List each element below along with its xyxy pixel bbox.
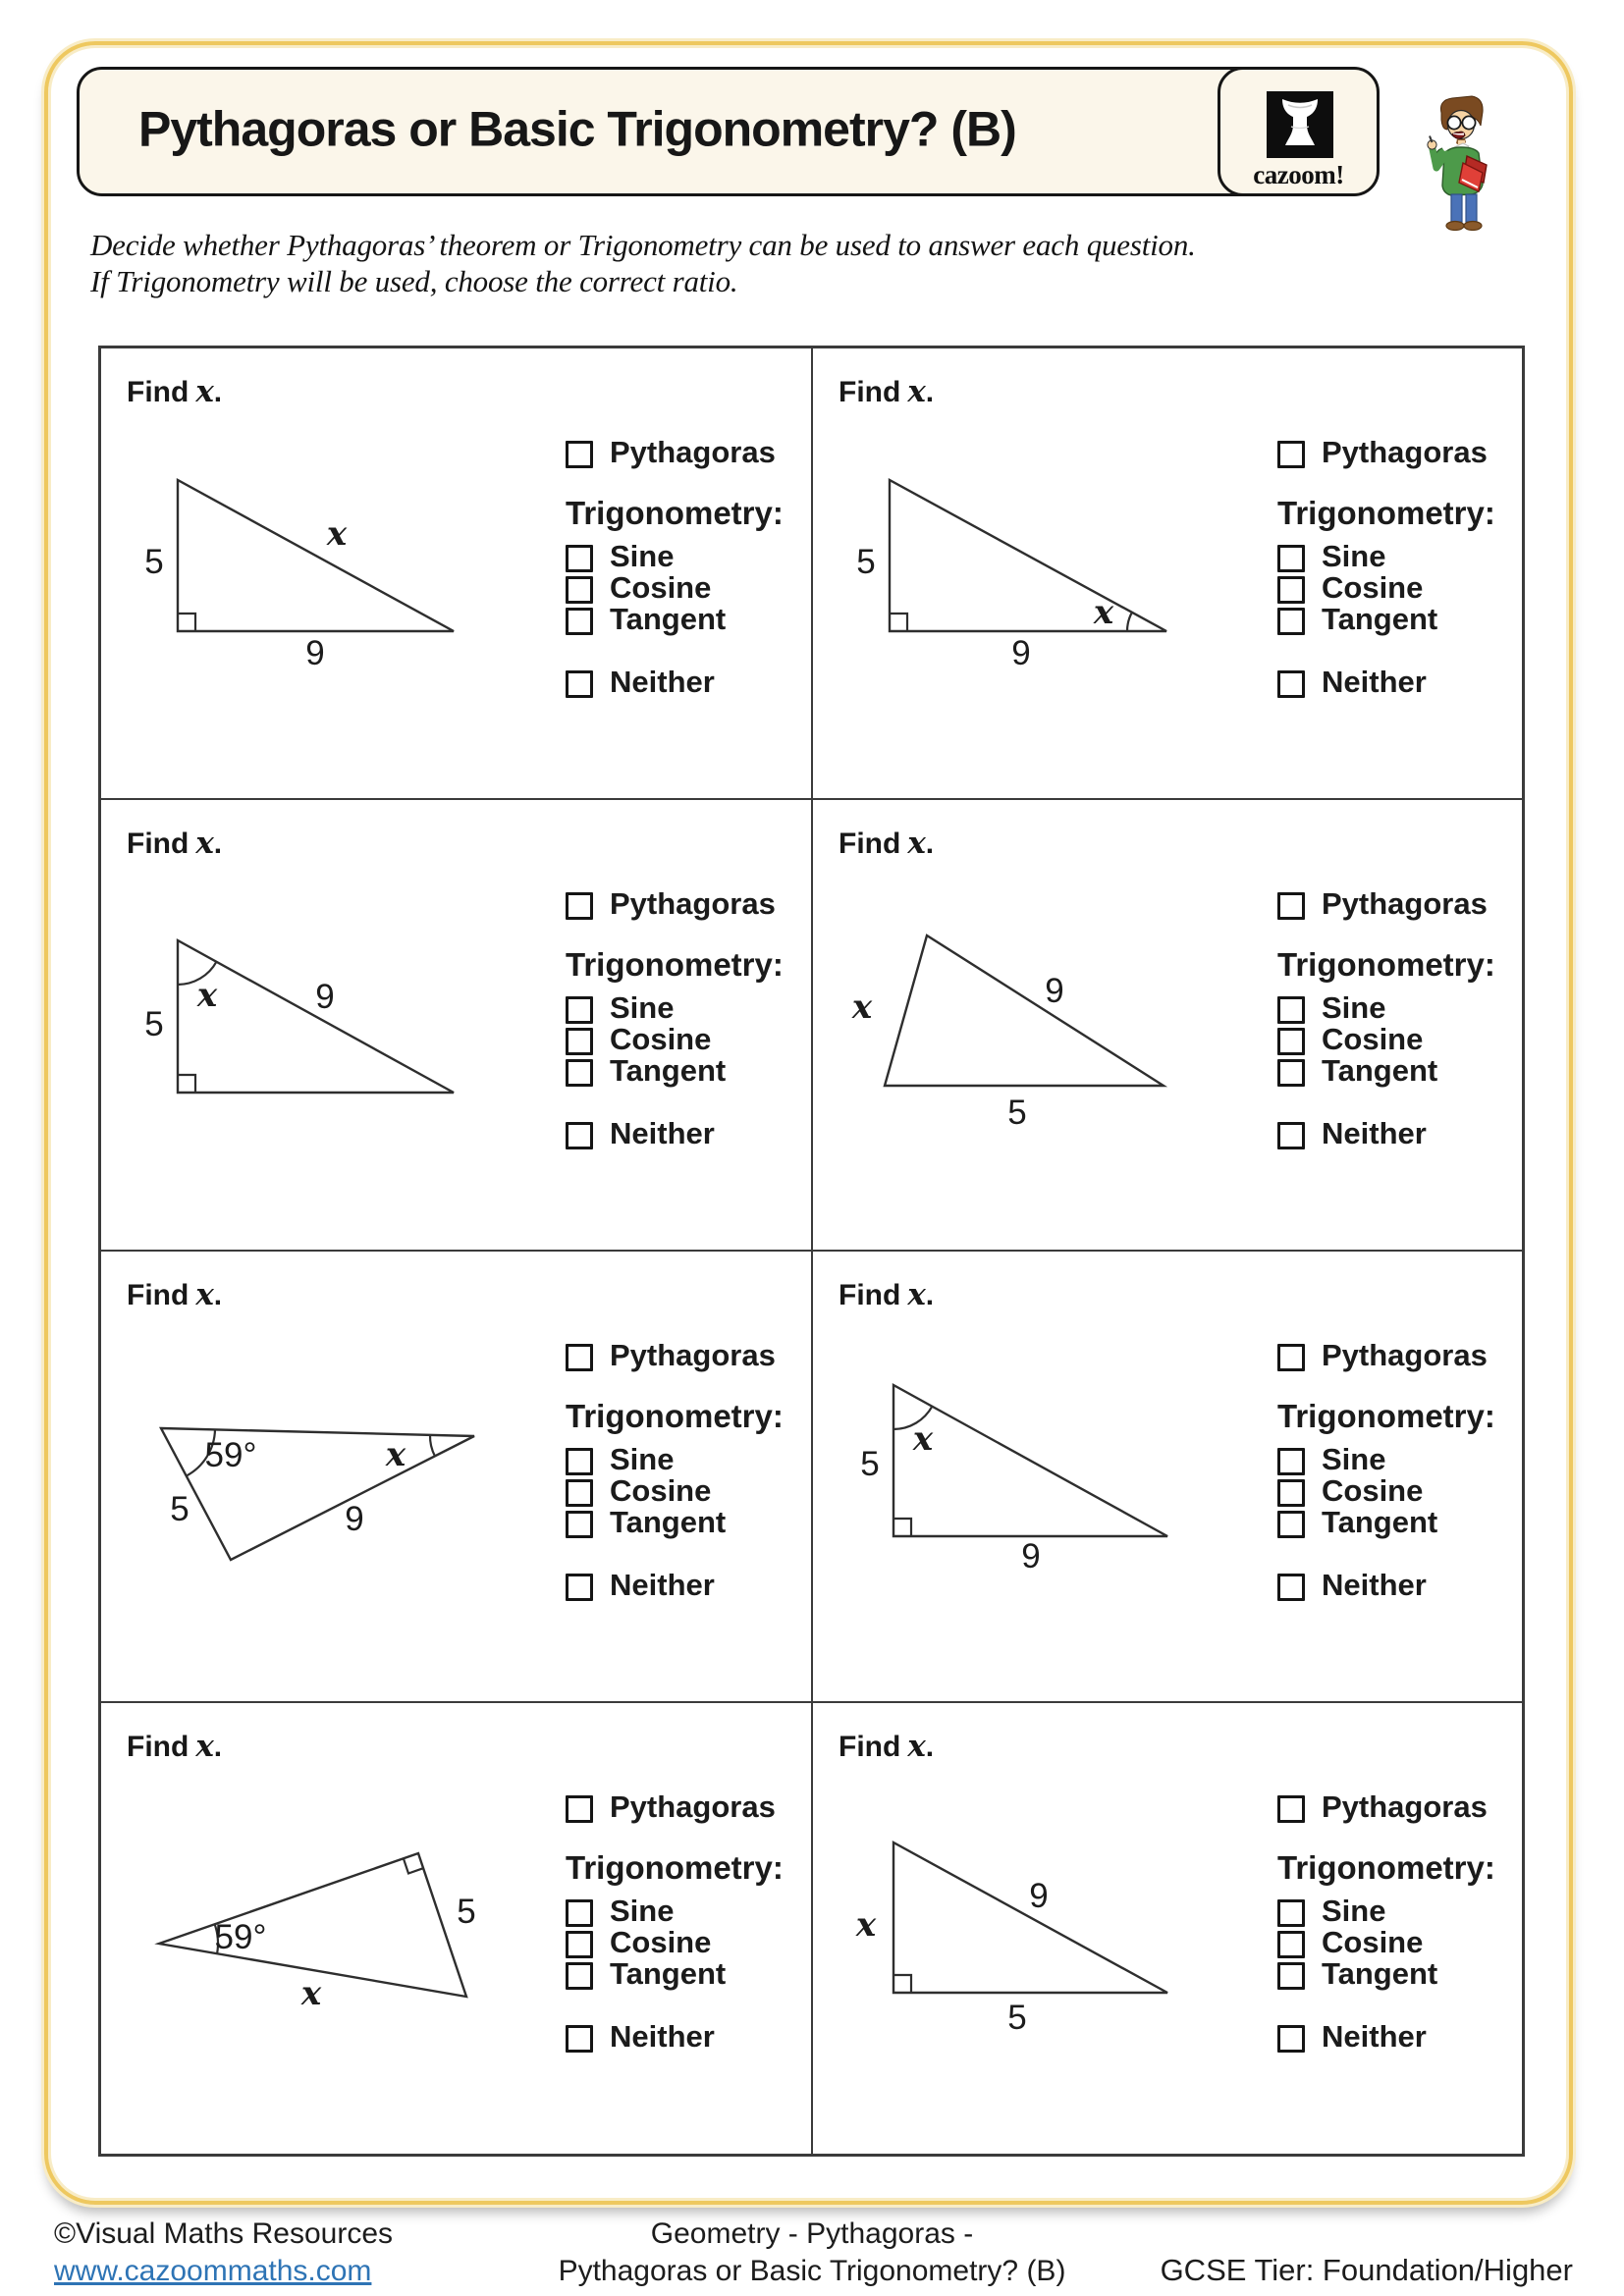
trigonometry-heading: Trigonometry: xyxy=(1277,1398,1495,1434)
sine-checkbox[interactable] xyxy=(1277,996,1305,1024)
svg-text:5: 5 xyxy=(144,543,164,581)
pythagoras-checkbox[interactable] xyxy=(1277,1344,1305,1371)
answer-options xyxy=(566,1789,801,2054)
neither-checkbox[interactable] xyxy=(566,2025,593,2053)
pythagoras-checkbox[interactable] xyxy=(566,892,593,920)
pythagoras-checkbox[interactable] xyxy=(1277,1795,1305,1823)
right-angle-marker xyxy=(890,614,907,631)
option-neither[interactable]: Neither xyxy=(566,1122,801,1149)
trigonometry-heading: Trigonometry: xyxy=(1277,495,1495,531)
question-prompt: Find x. xyxy=(127,374,223,409)
option-neither[interactable]: Neither xyxy=(566,2025,801,2053)
tangent-checkbox[interactable] xyxy=(566,1059,593,1087)
website-link[interactable]: www.cazoommaths.com xyxy=(54,2255,372,2287)
svg-text:5: 5 xyxy=(860,1445,880,1483)
option-neither[interactable]: Neither xyxy=(1277,2025,1513,2053)
svg-text:5: 5 xyxy=(1007,1094,1027,1132)
svg-text:x: x xyxy=(851,988,873,1027)
footer-topic xyxy=(517,2216,1107,2290)
svg-text:x: x xyxy=(326,514,348,554)
teacher-illustration xyxy=(1414,51,1516,283)
svg-text:9: 9 xyxy=(345,1500,364,1538)
sine-checkbox[interactable] xyxy=(1277,1899,1305,1927)
tangent-checkbox[interactable] xyxy=(1277,1511,1305,1538)
cosine-checkbox[interactable] xyxy=(1277,1028,1305,1055)
option-neither[interactable]: Neither xyxy=(566,1574,801,1601)
svg-text:x: x xyxy=(385,1435,406,1474)
cosine-checkbox[interactable] xyxy=(1277,1931,1305,1958)
neither-checkbox[interactable] xyxy=(1277,2025,1305,2053)
option-sine[interactable]: Sine xyxy=(1277,996,1513,1024)
tangent-checkbox[interactable] xyxy=(566,608,593,635)
footer-topic-line1: Geometry - Pythagoras - xyxy=(650,2217,974,2250)
svg-text:9: 9 xyxy=(315,978,335,1016)
cosine-checkbox[interactable] xyxy=(566,1479,593,1507)
pythagoras-checkbox[interactable] xyxy=(1277,441,1305,468)
pythagoras-checkbox[interactable] xyxy=(1277,892,1305,920)
question-cell-1 xyxy=(101,348,813,800)
sine-checkbox[interactable] xyxy=(1277,1448,1305,1475)
question-prompt: Find x. xyxy=(127,1729,223,1764)
option-tangent[interactable]: Tangent xyxy=(1277,608,1513,635)
answer-options xyxy=(1277,1338,1513,1602)
trigonometry-heading: Trigonometry: xyxy=(1277,1849,1495,1886)
neither-checkbox[interactable] xyxy=(566,670,593,698)
cosine-checkbox[interactable] xyxy=(1277,1479,1305,1507)
trigonometry-heading: Trigonometry: xyxy=(1277,946,1495,983)
tangent-checkbox[interactable] xyxy=(566,1511,593,1538)
option-sine[interactable]: Sine xyxy=(1277,1899,1513,1927)
question-cell-5 xyxy=(101,1252,813,1703)
right-angle-marker xyxy=(893,1519,911,1536)
option-tangent[interactable]: Tangent xyxy=(566,608,801,635)
cazoom-logo xyxy=(1218,67,1380,196)
option-sine[interactable]: Sine xyxy=(566,1448,801,1475)
tangent-checkbox[interactable] xyxy=(1277,1059,1305,1087)
cosine-checkbox[interactable] xyxy=(566,576,593,604)
trigonometry-heading: Trigonometry: xyxy=(566,495,784,531)
question-prompt: Find x. xyxy=(839,1729,935,1764)
svg-text:5: 5 xyxy=(856,543,876,581)
gcse-tier: GCSE Tier: Foundation/Higher xyxy=(1160,2253,1573,2287)
svg-text:59°: 59° xyxy=(204,1436,257,1474)
question-cell-6 xyxy=(813,1252,1522,1703)
angle-arc xyxy=(1127,613,1132,631)
question-cell-4 xyxy=(813,800,1522,1252)
svg-text:5: 5 xyxy=(457,1893,476,1931)
question-prompt: Find x. xyxy=(127,826,223,861)
neither-checkbox[interactable] xyxy=(566,1122,593,1149)
answer-options xyxy=(1277,1789,1513,2054)
option-neither[interactable]: Neither xyxy=(1277,1122,1513,1149)
svg-text:9: 9 xyxy=(1011,634,1031,672)
right-angle-marker xyxy=(178,614,195,631)
option-tangent[interactable]: Tangent xyxy=(1277,1962,1513,1990)
instructions-line2: If Trigonometry will be used, choose the correct ratio. xyxy=(90,264,738,298)
option-sine[interactable]: Sine xyxy=(566,1899,801,1927)
option-cosine[interactable]: Cosine xyxy=(1277,1931,1513,1958)
svg-text:5: 5 xyxy=(144,1005,164,1043)
question-cell-7 xyxy=(101,1703,813,2154)
option-cosine[interactable]: Cosine xyxy=(566,1931,801,1958)
trigonometry-heading: Trigonometry: xyxy=(566,1398,784,1434)
option-pythagoras[interactable]: Pythagoras xyxy=(566,892,801,920)
svg-text:x: x xyxy=(912,1419,934,1459)
option-sine[interactable]: Sine xyxy=(566,545,801,572)
tangent-checkbox[interactable] xyxy=(1277,608,1305,635)
option-tangent[interactable]: Tangent xyxy=(566,1059,801,1087)
svg-text:x: x xyxy=(855,1905,877,1945)
pythagoras-checkbox[interactable] xyxy=(566,441,593,468)
question-prompt: Find x. xyxy=(839,1277,935,1312)
instructions-line1: Decide whether Pythagoras’ theorem or Trigonometry can be used to answer each question. xyxy=(90,228,1196,262)
sine-checkbox[interactable] xyxy=(566,1899,593,1927)
trigonometry-heading: Trigonometry: xyxy=(566,1849,784,1886)
svg-text:x: x xyxy=(300,1974,322,2013)
option-tangent[interactable]: Tangent xyxy=(1277,1059,1513,1087)
option-tangent[interactable]: Tangent xyxy=(566,1511,801,1538)
option-pythagoras[interactable]: Pythagoras xyxy=(566,1344,801,1371)
angle-arc xyxy=(430,1435,435,1457)
right-angle-marker xyxy=(178,1075,195,1093)
option-sine[interactable]: Sine xyxy=(1277,545,1513,572)
svg-text:5: 5 xyxy=(170,1490,189,1528)
sine-checkbox[interactable] xyxy=(566,545,593,572)
question-prompt: Find x. xyxy=(839,826,935,861)
svg-text:x: x xyxy=(196,976,218,1015)
questions-grid xyxy=(98,346,1525,2157)
svg-text:5: 5 xyxy=(1007,1999,1027,2037)
option-pythagoras[interactable]: Pythagoras xyxy=(566,441,801,468)
footer-left xyxy=(54,2216,393,2290)
question-cell-2 xyxy=(813,348,1522,800)
neither-checkbox[interactable] xyxy=(1277,670,1305,698)
question-cell-8 xyxy=(813,1703,1522,2154)
option-cosine[interactable]: Cosine xyxy=(1277,576,1513,604)
svg-text:9: 9 xyxy=(1021,1537,1041,1575)
answer-options xyxy=(566,435,801,699)
option-pythagoras[interactable]: Pythagoras xyxy=(566,1795,801,1823)
trigonometry-heading: Trigonometry: xyxy=(566,946,784,983)
cosine-checkbox[interactable] xyxy=(566,1028,593,1055)
page-title: Pythagoras or Basic Trigonometry? (B) xyxy=(138,101,1016,157)
instructions xyxy=(90,227,1196,299)
sine-checkbox[interactable] xyxy=(566,996,593,1024)
cazoom-logo-text: cazoom! xyxy=(1253,160,1344,189)
footer-topic-line2: Pythagoras or Basic Trigonometry? (B) xyxy=(558,2255,1066,2287)
option-cosine[interactable]: Cosine xyxy=(566,1028,801,1055)
option-neither[interactable]: Neither xyxy=(566,670,801,698)
neither-checkbox[interactable] xyxy=(1277,1122,1305,1149)
option-cosine[interactable]: Cosine xyxy=(566,1479,801,1507)
sine-checkbox[interactable] xyxy=(1277,545,1305,572)
option-pythagoras[interactable]: Pythagoras xyxy=(1277,1344,1513,1371)
option-sine[interactable]: Sine xyxy=(566,996,801,1024)
pythagoras-checkbox[interactable] xyxy=(566,1344,593,1371)
cosine-checkbox[interactable] xyxy=(1277,576,1305,604)
svg-text:9: 9 xyxy=(1045,972,1064,1010)
option-sine[interactable]: Sine xyxy=(1277,1448,1513,1475)
svg-text:9: 9 xyxy=(305,634,325,672)
svg-text:x: x xyxy=(1093,593,1114,632)
pythagoras-checkbox[interactable] xyxy=(566,1795,593,1823)
right-angle-marker xyxy=(893,1975,911,1993)
svg-text:9: 9 xyxy=(1029,1877,1049,1915)
option-tangent[interactable]: Tangent xyxy=(1277,1511,1513,1538)
option-cosine[interactable]: Cosine xyxy=(1277,1028,1513,1055)
answer-options xyxy=(1277,886,1513,1150)
sine-checkbox[interactable] xyxy=(566,1448,593,1475)
tangent-checkbox[interactable] xyxy=(1277,1962,1305,1990)
option-cosine[interactable]: Cosine xyxy=(566,576,801,604)
svg-text:59°: 59° xyxy=(214,1918,267,1956)
cazoom-drum-icon xyxy=(1267,91,1333,158)
answer-options xyxy=(1277,435,1513,699)
option-pythagoras[interactable]: Pythagoras xyxy=(1277,1795,1513,1823)
cosine-checkbox[interactable] xyxy=(566,1931,593,1958)
option-neither[interactable]: Neither xyxy=(1277,670,1513,698)
option-tangent[interactable]: Tangent xyxy=(566,1962,801,1990)
answer-options xyxy=(566,886,801,1150)
neither-checkbox[interactable] xyxy=(566,1574,593,1601)
question-prompt: Find x. xyxy=(839,374,935,409)
option-pythagoras[interactable]: Pythagoras xyxy=(1277,441,1513,468)
option-neither[interactable]: Neither xyxy=(1277,1574,1513,1601)
title-box xyxy=(77,67,1377,196)
question-cell-3 xyxy=(101,800,813,1252)
neither-checkbox[interactable] xyxy=(1277,1574,1305,1601)
copyright: ©Visual Maths Resources xyxy=(54,2217,394,2250)
answer-options xyxy=(566,1338,801,1602)
question-prompt: Find x. xyxy=(127,1277,223,1312)
option-pythagoras[interactable]: Pythagoras xyxy=(1277,892,1513,920)
option-cosine[interactable]: Cosine xyxy=(1277,1479,1513,1507)
tangent-checkbox[interactable] xyxy=(566,1962,593,1990)
